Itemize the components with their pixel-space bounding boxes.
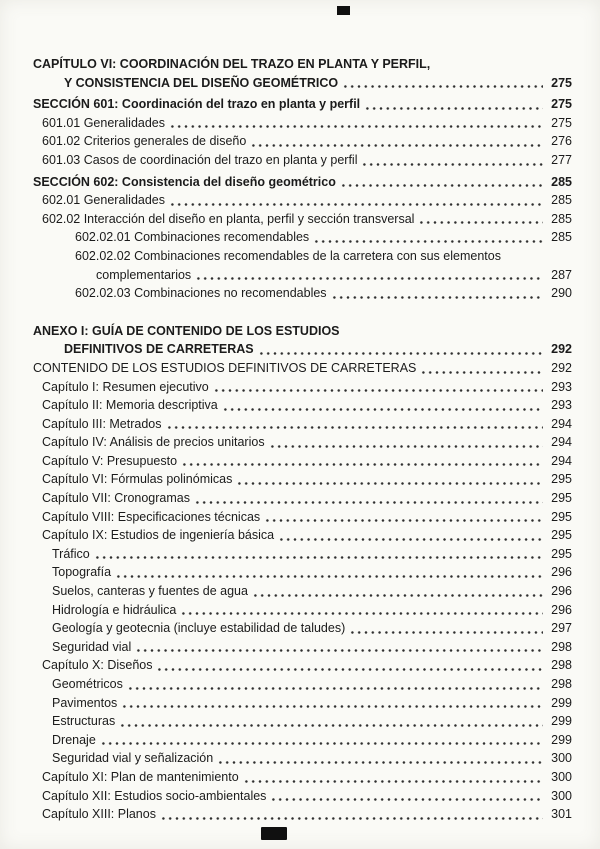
- toc-page-number: 276: [551, 134, 572, 149]
- toc-page-number: 298: [551, 677, 572, 691]
- dot-leader: [361, 156, 543, 170]
- toc-entry: [33, 95, 572, 114]
- toc-page-number: 285: [551, 211, 572, 226]
- dot-leader: [313, 233, 543, 247]
- toc-page-number: 301: [551, 807, 572, 822]
- toc-entry-label: 602.02.01 Combinaciones recomendables: [75, 230, 310, 245]
- toc-entry: [33, 508, 572, 527]
- toc-page-number: 295: [551, 491, 572, 506]
- toc-page-number: 295: [551, 528, 572, 543]
- toc-page-number: 277: [551, 152, 572, 167]
- toc-entry: [33, 582, 572, 601]
- scan-mark-top: [337, 6, 350, 15]
- toc-page-number: 294: [551, 453, 572, 468]
- toc-entry-label: Geométricos: [52, 677, 123, 691]
- toc-entry-label: Capítulo VII: Cronogramas: [42, 491, 190, 506]
- toc-entry: [33, 433, 572, 452]
- toc-entry-label: Capítulo XII: Estudios socio-ambientales: [42, 788, 267, 803]
- toc-entry: [33, 359, 572, 378]
- toc-page-number: 295: [551, 546, 572, 561]
- toc-page-number: 292: [551, 342, 572, 357]
- dot-leader: [180, 605, 543, 619]
- dot-leader: [166, 419, 543, 433]
- toc-page-number: 294: [551, 416, 572, 431]
- toc-entry: [33, 545, 572, 564]
- toc-page-number: 285: [551, 193, 572, 208]
- toc-entry: [33, 526, 572, 545]
- toc-entry-label: Seguridad vial: [52, 639, 132, 654]
- toc-entry-label: Capítulo V: Presupuesto: [42, 453, 178, 468]
- toc-entry-label: Y CONSISTENCIA DEL DISEÑO GEOMÉTRICO: [64, 75, 339, 90]
- toc-entry: [33, 340, 572, 359]
- toc-page-number: 297: [551, 621, 572, 636]
- toc-entry-label: DEFINITIVOS DE CARRETERAS: [64, 342, 254, 357]
- toc-entry-label: CAPÍTULO VI: COORDINACIÓN DEL TRAZO EN PLANTA Y PERFIL,: [33, 57, 431, 71]
- toc-entry: [33, 396, 572, 415]
- dot-leader: [243, 773, 543, 787]
- toc-entry-label: ANEXO I: GUÍA DE CONTENIDO DE LOS ESTUDIOS: [33, 323, 340, 338]
- toc-entry-label: 601.01 Generalidades: [42, 115, 166, 130]
- toc-entry-label: 602.02.02 Combinaciones recomendables de la carretera con sus elementos: [75, 248, 501, 263]
- toc-entry: [33, 173, 572, 192]
- toc-entry: [33, 210, 572, 229]
- toc-entry: [33, 247, 572, 266]
- toc-entry: [33, 675, 572, 694]
- toc-entry-label: Suelos, canteras y fuentes de agua: [52, 584, 248, 599]
- toc-entry-label: 601.03 Casos de coordinación del trazo en planta y perfil: [42, 152, 358, 167]
- toc-entry-label: Capítulo IV: Análisis de precios unitarios: [42, 435, 265, 450]
- toc-entry: [33, 191, 572, 210]
- toc-page-number: 296: [551, 584, 572, 599]
- toc-entry: [33, 74, 572, 93]
- dot-leader: [264, 512, 543, 526]
- toc-page-number: 300: [551, 788, 572, 803]
- toc-page-number: 299: [551, 732, 572, 747]
- toc-page-number: 299: [551, 695, 572, 710]
- dot-leader: [127, 680, 543, 694]
- dot-leader: [94, 549, 543, 563]
- toc-entry-label: Capítulo VI: Fórmulas polinómicas: [42, 472, 233, 487]
- toc-entry: [33, 378, 572, 397]
- table-of-contents: [33, 55, 572, 824]
- toc-entry: [33, 749, 572, 768]
- toc-page-number: 285: [551, 230, 572, 245]
- toc-entry: [33, 787, 572, 806]
- toc-page-number: 275: [551, 115, 572, 130]
- toc-entry: [33, 712, 572, 731]
- toc-entry: [33, 805, 572, 824]
- toc-entry-label: Capítulo I: Resumen ejecutivo: [42, 379, 209, 394]
- toc-entry-label: CONTENIDO DE LOS ESTUDIOS DEFINITIVOS DE CARRETERAS: [33, 360, 417, 375]
- toc-entry: [33, 132, 572, 151]
- toc-entry: [33, 452, 572, 471]
- toc-entry-label: 601.02 Criterios generales de diseño: [42, 134, 247, 149]
- toc-page-number: 300: [551, 769, 572, 784]
- dot-leader: [160, 810, 543, 824]
- toc-page-number: 296: [551, 602, 572, 617]
- scan-mark-bottom: [261, 827, 287, 840]
- toc-page-number: 300: [551, 751, 572, 766]
- dot-leader: [250, 137, 543, 151]
- toc-entry-label: Capítulo X: Diseños: [42, 658, 153, 673]
- toc-entry: [33, 694, 572, 713]
- toc-entry-label: Seguridad vial y señalización: [52, 751, 214, 766]
- dot-leader: [252, 587, 543, 601]
- dot-leader: [349, 624, 543, 638]
- toc-entry-label: Capítulo II: Memoria descriptiva: [42, 398, 218, 413]
- dot-leader: [258, 345, 543, 359]
- toc-page-number: 294: [551, 435, 572, 450]
- toc-entry: [33, 151, 572, 170]
- toc-page-number: 290: [551, 286, 572, 301]
- toc-entry: [33, 55, 572, 74]
- toc-entry-label: Capítulo VIII: Especificaciones técnicas: [42, 509, 261, 524]
- toc-entry-label: Tráfico: [52, 546, 90, 561]
- toc-entry-label: Capítulo XIII: Planos: [42, 807, 156, 822]
- toc-page-number: 293: [551, 379, 572, 394]
- toc-page-number: 295: [551, 472, 572, 487]
- toc-entry-label: 602.01 Generalidades: [42, 193, 166, 208]
- toc-entry-label: Capítulo IX: Estudios de ingeniería básica: [42, 528, 275, 543]
- toc-entry: [33, 470, 572, 489]
- toc-page-number: 293: [551, 398, 572, 413]
- dot-leader: [340, 177, 543, 191]
- toc-entry: [33, 284, 572, 303]
- dot-leader: [195, 270, 543, 284]
- dot-leader: [342, 78, 543, 92]
- toc-page-number: 292: [551, 360, 572, 375]
- dot-leader: [115, 568, 543, 582]
- toc-entry: [33, 489, 572, 508]
- dot-leader: [181, 456, 543, 470]
- dot-leader: [169, 196, 543, 210]
- toc-entry-label: Estructuras: [52, 714, 116, 729]
- dot-leader: [121, 698, 543, 712]
- toc-page-number: 287: [551, 267, 572, 282]
- toc-entry-label: Capítulo III: Metrados: [42, 416, 162, 431]
- toc-entry: [33, 228, 572, 247]
- dot-leader: [135, 642, 543, 656]
- toc-page-number: 296: [551, 565, 572, 580]
- dot-leader: [331, 289, 543, 303]
- toc-entry-label: SECCIÓN 601: Coordinación del trazo en planta y perfil: [33, 97, 361, 112]
- toc-entry-label: Capítulo XI: Plan de mantenimiento: [42, 769, 239, 784]
- toc-entry-label: 602.02 Interacción del diseño en planta, perfil y sección transversal: [42, 211, 415, 226]
- toc-entry-label: SECCIÓN 602: Consistencia del diseño geométrico: [33, 174, 336, 189]
- dot-leader: [169, 118, 543, 132]
- toc-entry: [33, 266, 572, 285]
- toc-entry-label: Pavimentos: [52, 695, 118, 710]
- toc-page-number: 298: [551, 658, 572, 673]
- toc-page-number: 298: [551, 639, 572, 654]
- dot-leader: [364, 100, 543, 114]
- toc-page-number: 299: [551, 714, 572, 729]
- dot-leader: [278, 531, 543, 545]
- toc-entry-label: complementarios: [96, 267, 192, 282]
- toc-page-number: 295: [551, 509, 572, 524]
- toc-entry-label: Drenaje: [52, 732, 96, 747]
- dot-leader: [194, 494, 543, 508]
- toc-entry-label: Hidrología e hidráulica: [52, 602, 177, 617]
- dot-leader: [217, 754, 543, 768]
- dot-leader: [418, 214, 543, 228]
- toc-page-number: 285: [551, 174, 572, 189]
- toc-entry: [33, 415, 572, 434]
- toc-entry: [33, 563, 572, 582]
- toc-entry: [33, 656, 572, 675]
- toc-entry-label: Topografía: [52, 565, 112, 580]
- dot-leader: [156, 661, 543, 675]
- toc-entry: [33, 322, 572, 341]
- dot-leader: [213, 382, 543, 396]
- toc-entry: [33, 768, 572, 787]
- toc-entry-label: Geología y geotecnia (incluye estabilidad de taludes): [52, 621, 346, 636]
- toc-entry: [33, 619, 572, 638]
- toc-entry: [33, 114, 572, 133]
- toc-entry-label: 602.02.03 Combinaciones no recomendables: [75, 286, 327, 301]
- toc-page-number: 275: [551, 75, 572, 90]
- toc-page-number: 275: [551, 97, 572, 112]
- dot-leader: [236, 475, 543, 489]
- toc-entry: [33, 638, 572, 657]
- dot-leader: [222, 401, 543, 415]
- dot-leader: [270, 791, 543, 805]
- toc-entry: [33, 731, 572, 750]
- dot-leader: [100, 735, 543, 749]
- dot-leader: [119, 717, 543, 731]
- dot-leader: [420, 364, 543, 378]
- toc-entry: [33, 601, 572, 620]
- dot-leader: [269, 438, 543, 452]
